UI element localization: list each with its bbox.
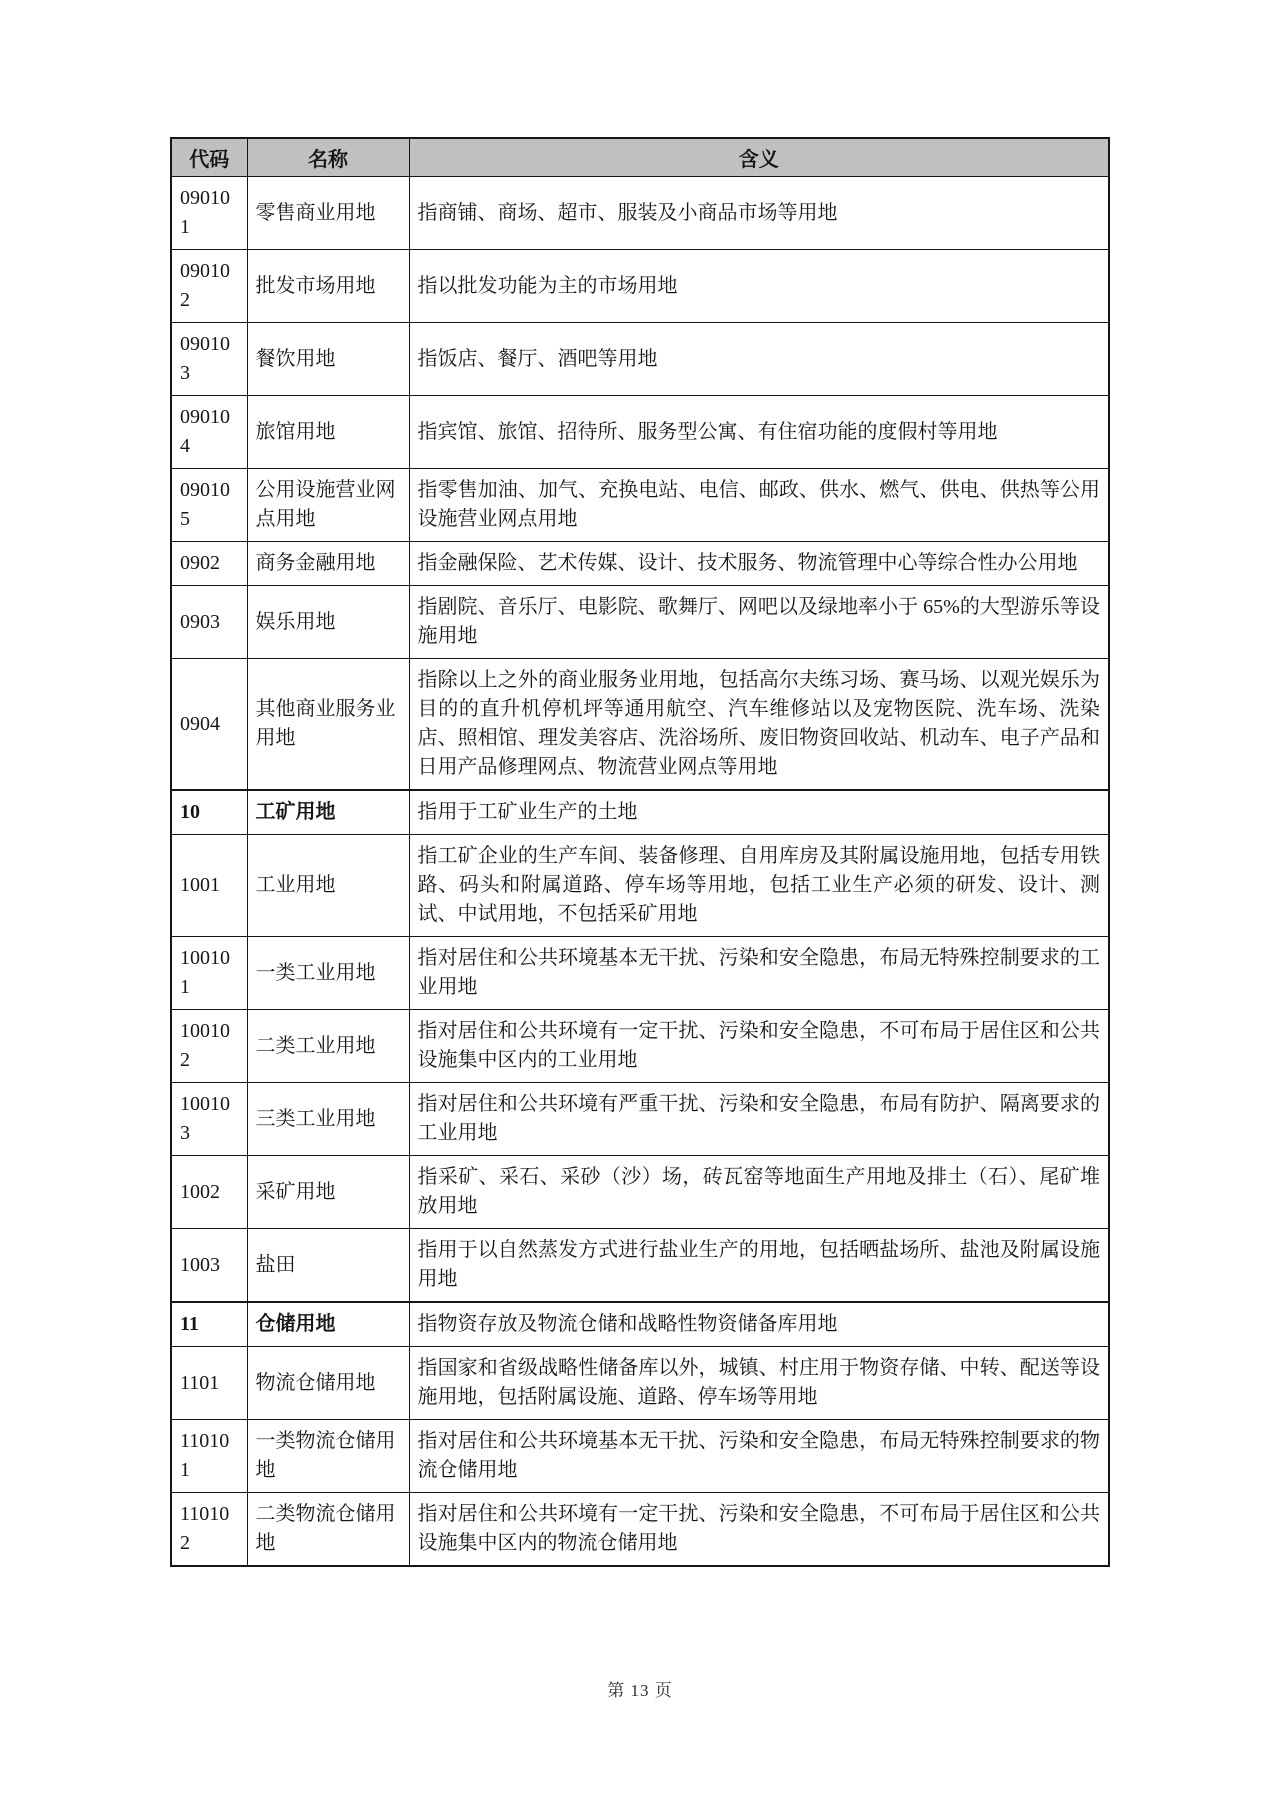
table-row: [171, 1302, 1109, 1347]
cell-code: 090103: [171, 323, 247, 396]
table-row: [171, 177, 1109, 250]
cell-name: 餐饮用地: [247, 323, 409, 396]
table-row: [171, 586, 1109, 659]
column-header-name: 名称: [247, 138, 409, 177]
cell-meaning: 指对居住和公共环境有严重干扰、污染和安全隐患，布局有防护、隔离要求的工业用地: [409, 1083, 1109, 1156]
cell-code: 1101: [171, 1347, 247, 1420]
cell-code: 1003: [171, 1229, 247, 1303]
cell-meaning: 指工矿企业的生产车间、装备修理、自用库房及其附属设施用地，包括专用铁路、码头和附属道路、停车场等用地，包括工业生产必须的研发、设计、测试、中试用地，不包括采矿用地: [409, 835, 1109, 937]
table-row: [171, 835, 1109, 937]
cell-meaning: 指用于以自然蒸发方式进行盐业生产的用地，包括晒盐场所、盐池及附属设施用地: [409, 1229, 1109, 1303]
table-row: [171, 542, 1109, 586]
table-row: [171, 396, 1109, 469]
table-row: [171, 1347, 1109, 1420]
cell-code: 090104: [171, 396, 247, 469]
cell-meaning: 指对居住和公共环境有一定干扰、污染和安全隐患，不可布局于居住区和公共设施集中区内的工业用地: [409, 1010, 1109, 1083]
cell-meaning: 指国家和省级战略性储备库以外，城镇、村庄用于物资存储、中转、配送等设施用地，包括附属设施、道路、停车场等用地: [409, 1347, 1109, 1420]
table-body: [171, 177, 1109, 1567]
column-header-code: 代码: [171, 138, 247, 177]
cell-code: 1001: [171, 835, 247, 937]
table-row: [171, 323, 1109, 396]
cell-name: 物流仓储用地: [247, 1347, 409, 1420]
cell-name: 商务金融用地: [247, 542, 409, 586]
cell-code: 0904: [171, 659, 247, 791]
cell-name: 娱乐用地: [247, 586, 409, 659]
table-row: [171, 1156, 1109, 1229]
cell-code: 10: [171, 790, 247, 835]
table-row: [171, 1493, 1109, 1567]
cell-meaning: 指采矿、采石、采砂（沙）场，砖瓦窑等地面生产用地及排土（石）、尾矿堆放用地: [409, 1156, 1109, 1229]
cell-name: 二类工业用地: [247, 1010, 409, 1083]
cell-code: 090102: [171, 250, 247, 323]
cell-meaning: 指金融保险、艺术传媒、设计、技术服务、物流管理中心等综合性办公用地: [409, 542, 1109, 586]
cell-meaning: 指对居住和公共环境基本无干扰、污染和安全隐患，布局无特殊控制要求的物流仓储用地: [409, 1420, 1109, 1493]
cell-code: 100101: [171, 937, 247, 1010]
cell-code: 110102: [171, 1493, 247, 1567]
cell-name: 零售商业用地: [247, 177, 409, 250]
cell-name: 盐田: [247, 1229, 409, 1303]
cell-name: 旅馆用地: [247, 396, 409, 469]
table-row: [171, 469, 1109, 542]
cell-name: 一类物流仓储用地: [247, 1420, 409, 1493]
cell-name: 工矿用地: [247, 790, 409, 835]
page-number: 第 13 页: [607, 1681, 673, 1700]
cell-name: 仓储用地: [247, 1302, 409, 1347]
cell-code: 100102: [171, 1010, 247, 1083]
cell-name: 其他商业服务业用地: [247, 659, 409, 791]
table-row: [171, 1420, 1109, 1493]
cell-meaning: 指宾馆、旅馆、招待所、服务型公寓、有住宿功能的度假村等用地: [409, 396, 1109, 469]
cell-meaning: 指对居住和公共环境有一定干扰、污染和安全隐患，不可布局于居住区和公共设施集中区内的物流仓储用地: [409, 1493, 1109, 1567]
cell-name: 二类物流仓储用地: [247, 1493, 409, 1567]
cell-meaning: 指对居住和公共环境基本无干扰、污染和安全隐患，布局无特殊控制要求的工业用地: [409, 937, 1109, 1010]
cell-name: 公用设施营业网点用地: [247, 469, 409, 542]
cell-code: 0903: [171, 586, 247, 659]
table-row: [171, 1229, 1109, 1303]
cell-code: 110101: [171, 1420, 247, 1493]
cell-code: 0902: [171, 542, 247, 586]
cell-code: 1002: [171, 1156, 247, 1229]
land-use-code-table: [170, 137, 1110, 1567]
cell-meaning: 指以批发功能为主的市场用地: [409, 250, 1109, 323]
cell-name: 工业用地: [247, 835, 409, 937]
cell-meaning: 指物资存放及物流仓储和战略性物资储备库用地: [409, 1302, 1109, 1347]
table-row: [171, 1010, 1109, 1083]
cell-meaning: 指零售加油、加气、充换电站、电信、邮政、供水、燃气、供电、供热等公用设施营业网点用地: [409, 469, 1109, 542]
cell-code: 100103: [171, 1083, 247, 1156]
cell-name: 批发市场用地: [247, 250, 409, 323]
table-row: [171, 1083, 1109, 1156]
table-row: [171, 250, 1109, 323]
cell-name: 采矿用地: [247, 1156, 409, 1229]
table-header-row: [171, 138, 1109, 177]
table-row: [171, 790, 1109, 835]
cell-meaning: 指饭店、餐厅、酒吧等用地: [409, 323, 1109, 396]
table-row: [171, 937, 1109, 1010]
column-header-meaning: 含义: [409, 138, 1109, 177]
cell-code: 090101: [171, 177, 247, 250]
cell-meaning: 指剧院、音乐厅、电影院、歌舞厅、网吧以及绿地率小于 65%的大型游乐等设施用地: [409, 586, 1109, 659]
cell-code: 090105: [171, 469, 247, 542]
cell-meaning: 指商铺、商场、超市、服装及小商品市场等用地: [409, 177, 1109, 250]
table-row: [171, 659, 1109, 791]
cell-code: 11: [171, 1302, 247, 1347]
cell-name: 一类工业用地: [247, 937, 409, 1010]
cell-name: 三类工业用地: [247, 1083, 409, 1156]
cell-meaning: 指用于工矿业生产的土地: [409, 790, 1109, 835]
cell-meaning: 指除以上之外的商业服务业用地，包括高尔夫练习场、赛马场、以观光娱乐为目的的直升机停机坪等通用航空、汽车维修站以及宠物医院、洗车场、洗染店、照相馆、理发美容店、洗浴场所、废旧物资回收站、机动车、电子产品和日用产品修理网点、物流营业网点等用地: [409, 659, 1109, 791]
